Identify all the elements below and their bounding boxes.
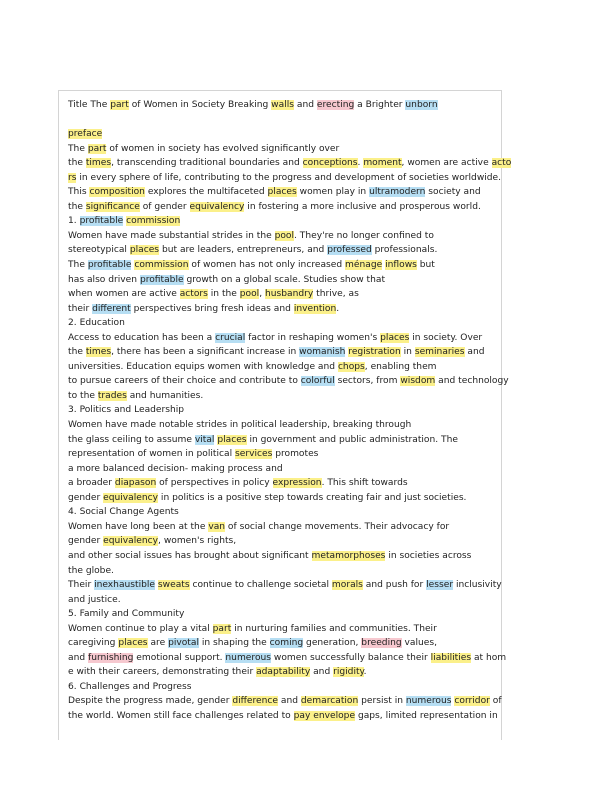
highlighted-word: walls: [271, 100, 294, 110]
text-run: , there has been a significant increase in: [111, 347, 300, 358]
highlighted-word: erecting: [316, 100, 355, 110]
highlighted-word: part: [87, 143, 107, 154]
text-run: at hom: [471, 652, 507, 663]
text-run: in every sphere of life, contributing to the progress and development of societies worldwide.: [76, 172, 502, 183]
highlighted-word: inflows: [385, 260, 417, 271]
text-run: to pursue careers of their choice and contribute to: [68, 376, 301, 387]
text-line: [68, 403, 498, 418]
text-run: but: [416, 260, 435, 271]
text-run: society and: [425, 187, 481, 198]
text-run: to the: [68, 390, 98, 401]
text-run: 1.: [68, 216, 80, 227]
text-run: the globe.: [68, 565, 114, 576]
highlighted-word: vital: [194, 434, 215, 445]
text-run: e with their careers, demonstrating their: [68, 667, 257, 678]
highlighted-word: registration: [348, 347, 401, 358]
text-run: Title The: [68, 100, 111, 110]
text-run: of perspectives in policy: [156, 478, 273, 489]
highlighted-word: part: [212, 623, 232, 634]
highlighted-word: breeding: [361, 638, 402, 649]
highlighted-word: adaptability: [256, 667, 311, 678]
highlighted-word: composition: [89, 187, 145, 198]
text-run: of Women in Society Breaking: [128, 100, 272, 110]
text-line: [68, 680, 498, 695]
text-run: the glass ceiling to assume: [68, 434, 195, 445]
text-line: [68, 462, 498, 477]
highlighted-word: coming: [269, 638, 304, 649]
text-run: in government and public administration. The: [246, 434, 458, 445]
text-run: are: [147, 638, 169, 649]
text-run: in politics is a positive step towards creating fair and just societies.: [158, 492, 467, 503]
highlighted-word: numerous: [405, 696, 452, 707]
highlighted-word: professed: [327, 245, 372, 256]
text-line: [68, 200, 498, 215]
text-run: factor in reshaping women's: [245, 332, 381, 343]
text-line: [68, 360, 498, 375]
text-line: [68, 287, 498, 302]
text-run: of: [489, 696, 502, 707]
text-run: 3. Politics and Leadership: [68, 405, 185, 416]
text-line: [68, 505, 498, 520]
text-line: [68, 374, 509, 389]
highlighted-word: places: [118, 638, 148, 649]
text-line: [68, 433, 498, 448]
highlighted-word: conceptions: [302, 158, 358, 169]
text-run: , women are active: [401, 158, 492, 169]
text-line: [68, 418, 498, 433]
text-run: women play in: [296, 187, 370, 198]
highlighted-word: demarcation: [300, 696, 359, 707]
text-run: gaps, limited representation in: [355, 710, 498, 721]
highlighted-word: times: [85, 347, 112, 358]
text-line: [68, 185, 498, 200]
text-run: a Brighter: [354, 100, 406, 110]
highlighted-word: places: [217, 434, 247, 445]
text-line: [68, 302, 498, 317]
text-run: professionals.: [371, 245, 438, 256]
highlighted-word: invention: [293, 303, 337, 314]
text-run: 5. Family and Community: [68, 609, 185, 620]
text-run: 6. Challenges and Progress: [68, 681, 192, 692]
text-run: in nurturing families and communities. Their: [231, 623, 437, 634]
highlighted-word: ultramodern: [369, 187, 426, 198]
text-run: but are leaders, entrepreneurs, and: [159, 245, 328, 256]
highlighted-word: profitable: [79, 216, 124, 227]
text-run: sectors, from: [334, 376, 401, 387]
text-line: [68, 476, 498, 491]
text-run: their: [68, 303, 93, 314]
highlighted-word: equivalency: [189, 201, 245, 212]
highlighted-word: pay envelope: [293, 710, 356, 721]
text-run: promotes: [272, 449, 319, 460]
highlighted-word: pivotal: [168, 638, 199, 649]
text-run: explores the multifaceted: [144, 187, 268, 198]
text-run: emotional support.: [133, 652, 226, 663]
text-run: in fostering a more inclusive and prosperous world.: [244, 201, 481, 212]
text-line: [68, 229, 498, 244]
text-run: .: [357, 158, 364, 169]
text-run: universities. Education equips women with knowledge and: [68, 361, 338, 372]
text-line: [68, 534, 498, 549]
text-run: gender: [68, 536, 104, 547]
highlighted-word: services: [235, 449, 273, 460]
text-run: . This shift towards: [321, 478, 408, 489]
highlighted-word: pool: [274, 230, 295, 241]
text-run: and other social issues has brought about significant: [68, 550, 312, 561]
highlighted-word: places: [267, 187, 297, 198]
highlighted-word: places: [129, 245, 160, 256]
text-line: [68, 709, 498, 724]
text-run: in society. Over: [409, 332, 483, 343]
highlighted-word: van: [208, 521, 226, 532]
highlighted-word: womanish: [299, 347, 346, 358]
text-line: [68, 520, 498, 535]
highlighted-word: colorful: [300, 376, 335, 387]
text-run: perspectives bring fresh ideas and: [130, 303, 294, 314]
text-run: generation,: [303, 638, 362, 649]
text-line: [68, 564, 498, 579]
text-run: in societies across: [385, 550, 472, 561]
text-run: Women continue to play a vital: [68, 623, 213, 634]
highlighted-word: diapason: [114, 478, 157, 489]
text-line: [68, 331, 498, 346]
highlighted-word: profitable: [139, 274, 184, 285]
highlighted-word: equivalency: [103, 536, 159, 547]
text-run: Access to education has been a: [68, 332, 216, 343]
text-run: and: [68, 652, 88, 663]
highlighted-word: commission: [134, 260, 189, 271]
text-run: women successfully balance their: [271, 652, 431, 663]
highlighted-word: rigidity: [333, 667, 364, 678]
text-line: [68, 636, 498, 651]
text-run: representation of women in political: [68, 449, 235, 460]
highlighted-word: times: [85, 158, 112, 169]
text-line: [68, 345, 498, 360]
highlighted-word: significance: [85, 201, 140, 212]
text-line: [68, 214, 498, 229]
text-run: . They're no longer confined to: [294, 230, 434, 241]
text-line: [68, 607, 498, 622]
text-line: [68, 243, 498, 258]
text-run: .: [336, 303, 340, 314]
text-run: in shaping the: [198, 638, 270, 649]
text-run: and push for: [362, 580, 427, 591]
highlighted-word: crucial: [215, 332, 246, 343]
text-line: [68, 113, 498, 128]
text-run: , enabling them: [364, 361, 437, 372]
text-line: [68, 491, 498, 506]
text-run: in: [400, 347, 415, 358]
highlighted-word: unborn: [405, 100, 438, 110]
highlighted-word: places: [380, 332, 410, 343]
text-line: [68, 665, 498, 680]
text-line: [68, 578, 502, 593]
document-body: [68, 98, 512, 724]
text-run: of gender: [139, 201, 190, 212]
highlighted-word: ménage: [345, 260, 383, 271]
highlighted-word: rs: [68, 172, 77, 183]
text-line: [68, 549, 498, 564]
text-run: caregiving: [68, 638, 119, 649]
text-run: and: [310, 667, 334, 678]
text-run: values,: [401, 638, 437, 649]
text-run: and justice.: [68, 594, 121, 605]
text-run: of women in society has evolved significantly over: [106, 143, 340, 154]
text-run: .: [363, 667, 367, 678]
text-line: [68, 156, 512, 171]
text-run: and technology: [435, 376, 509, 387]
text-line: [68, 171, 502, 186]
highlighted-word: different: [92, 303, 131, 314]
text-run: of women has not only increased: [188, 260, 346, 271]
text-line: [68, 447, 498, 462]
highlighted-word: moment: [363, 158, 402, 169]
text-line: [68, 258, 498, 273]
text-run: and: [293, 100, 317, 110]
text-line: [68, 316, 498, 331]
text-line: [68, 651, 507, 666]
highlighted-word: sweats: [157, 580, 190, 591]
text-run: Despite the progress made, gender: [68, 696, 233, 707]
text-run: growth on a global scale. Studies show that: [183, 274, 386, 285]
highlighted-word: corridor: [454, 696, 490, 707]
text-run: ,: [259, 289, 265, 300]
text-run: a broader: [68, 478, 115, 489]
highlighted-word: difference: [232, 696, 279, 707]
text-run: in the: [207, 289, 240, 300]
text-run: the: [68, 347, 86, 358]
text-run: gender: [68, 492, 104, 503]
highlighted-word: inexhaustible: [94, 580, 156, 591]
highlighted-word: trades: [97, 390, 127, 401]
highlighted-word: morals: [331, 580, 363, 591]
text-run: 4. Social Change Agents: [68, 507, 179, 518]
text-line: [68, 127, 498, 142]
highlighted-word: equivalency: [103, 492, 159, 503]
text-line: [68, 142, 498, 157]
text-run: stereotypical: [68, 245, 130, 256]
highlighted-word: metamorphoses: [311, 550, 386, 561]
text-run: and: [278, 696, 301, 707]
text-line: [68, 273, 498, 288]
text-run: This: [68, 187, 90, 198]
text-run: Women have made notable strides in political leadership, breaking through: [68, 420, 412, 431]
text-run: and humanities.: [126, 390, 204, 401]
highlighted-word: part: [110, 100, 129, 110]
highlighted-word: actors: [179, 289, 208, 300]
highlighted-word: liabilities: [430, 652, 472, 663]
text-line: [68, 98, 498, 113]
text-run: persist in: [358, 696, 406, 707]
highlighted-word: chops: [337, 361, 365, 372]
highlighted-word: commission: [126, 216, 181, 227]
text-run: thrive, as: [313, 289, 359, 300]
text-run: The: [68, 143, 88, 154]
text-run: has also driven: [68, 274, 140, 285]
text-line: [68, 593, 498, 608]
text-run: Women have long been at the: [68, 521, 209, 532]
text-run: continue to challenge societal: [189, 580, 332, 591]
highlighted-word: husbandry: [265, 289, 314, 300]
text-run: the: [68, 158, 86, 169]
text-line: [68, 694, 502, 709]
highlighted-word: numerous: [225, 652, 272, 663]
text-run: of social change movements. Their advocacy for: [225, 521, 450, 532]
highlighted-word: wisdom: [400, 376, 436, 387]
text-run: the: [68, 201, 86, 212]
highlighted-word: pool: [239, 289, 260, 300]
highlighted-word: expression: [272, 478, 322, 489]
text-line: [68, 389, 498, 404]
text-line: [68, 622, 498, 637]
highlighted-word: acto: [491, 158, 512, 169]
text-run: Women have made substantial strides in the: [68, 230, 275, 241]
text-run: The: [68, 260, 88, 271]
highlighted-word: furnishing: [88, 652, 134, 663]
text-run: and: [464, 347, 485, 358]
text-run: 2. Education: [68, 318, 125, 329]
text-run: inclusivity: [453, 580, 502, 591]
text-run: Their: [68, 580, 95, 591]
text-run: , women's rights,: [158, 536, 237, 547]
highlighted-word: seminaries: [414, 347, 465, 358]
highlighted-word: profitable: [87, 260, 132, 271]
text-run: a more balanced decision- making process and: [68, 463, 283, 474]
text-run: the world. Women still face challenges related to: [68, 710, 294, 721]
document-page: [58, 90, 512, 740]
text-run: , transcending traditional boundaries and: [111, 158, 303, 169]
highlighted-word: preface: [68, 129, 103, 140]
text-run: when women are active: [68, 289, 180, 300]
highlighted-word: lesser: [426, 580, 454, 591]
